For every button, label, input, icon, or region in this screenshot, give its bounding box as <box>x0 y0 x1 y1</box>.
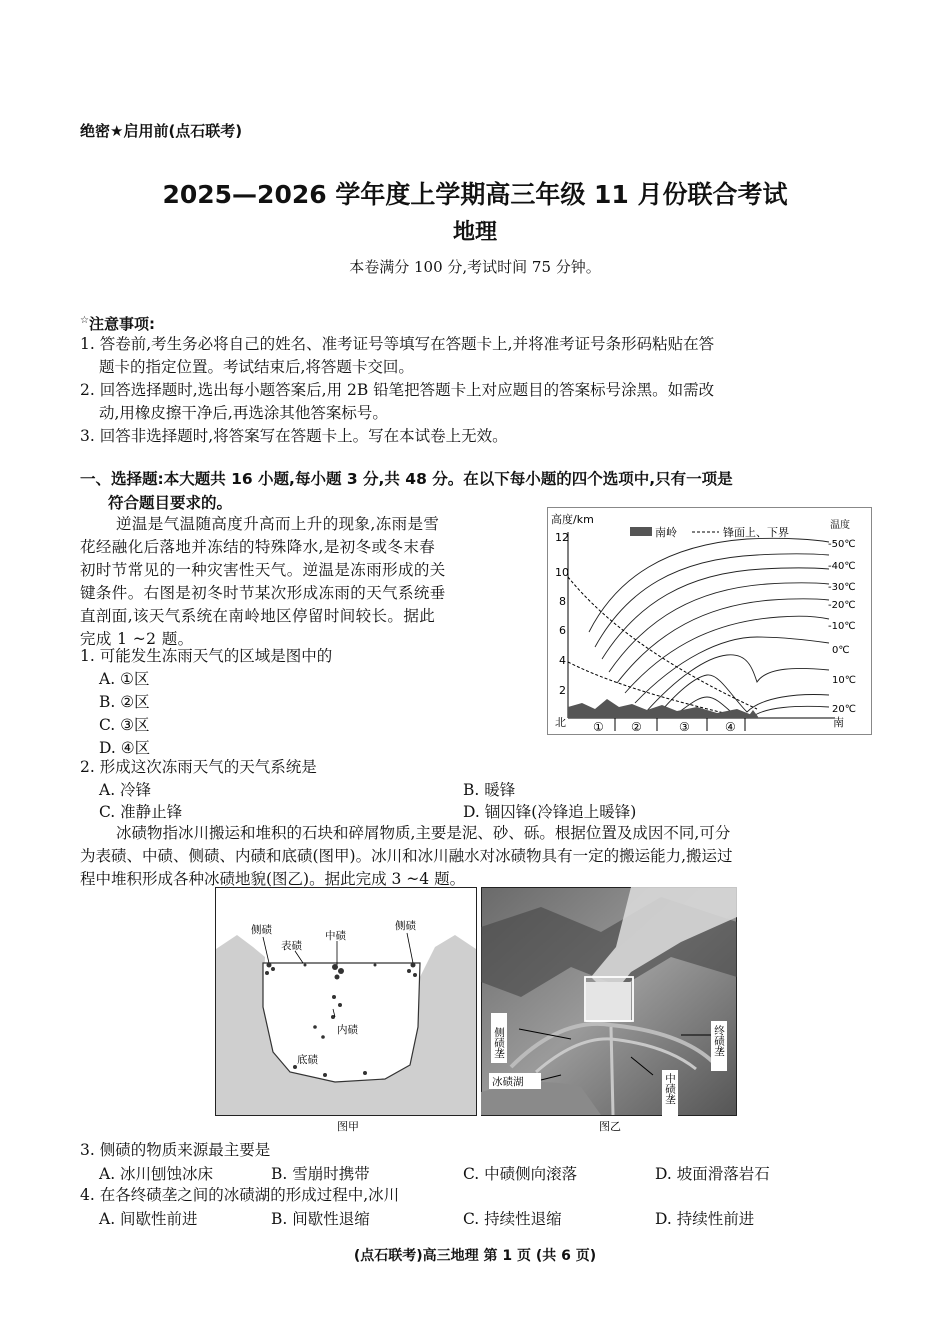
y-tick-10: 10 <box>555 566 569 579</box>
notice-heading: ☆注意事项: <box>80 315 155 333</box>
isotherm-line <box>645 655 829 713</box>
moraine-dot <box>321 1035 325 1039</box>
y-tick-12: 12 <box>555 531 569 544</box>
zone-1: ① <box>593 720 604 734</box>
glacier-body <box>263 963 420 1082</box>
q1-option-a[interactable]: A. ①区 <box>99 670 150 688</box>
label-lateral-left: 侧碛 <box>251 924 272 936</box>
moraine-dot <box>323 1073 327 1077</box>
moraine-dot <box>265 971 269 975</box>
front-lower-boundary <box>568 662 737 716</box>
notice-mark: ☆ <box>80 315 89 326</box>
exam-title: 2025—2026 学年度上学期高三年级 11 月份联合考试 <box>162 180 788 209</box>
q3-option-d[interactable]: D. 坡面滑落岩石 <box>655 1165 770 1183</box>
page-footer: (点石联考)高三地理 第 1 页 (共 6 页) <box>353 1248 597 1264</box>
y-ticks <box>555 531 569 697</box>
q2-option-d[interactable]: D. 锢囚锋(冷锋追上暖锋) <box>463 803 637 821</box>
temp-label: -40℃ <box>828 561 856 572</box>
isotherm-line <box>589 538 829 632</box>
temp-label: -30℃ <box>828 582 856 593</box>
notice-item-3: 3. 回答非选择题时,将答案写在答题卡上。写在本试卷上无效。 <box>80 427 508 445</box>
q1-option-d[interactable]: D. ④区 <box>99 739 151 757</box>
y-tick-4: 4 <box>559 654 566 667</box>
glacier-snout <box>586 982 631 1022</box>
medial-moraine-ridge <box>611 1027 613 1115</box>
south-label: 南 <box>833 716 844 729</box>
temp-title: 温度 <box>830 520 850 531</box>
question-4-stem: 4. 在各终碛垄之间的冰碛湖的形成过程中,冰川 <box>80 1186 400 1204</box>
zone-2: ② <box>631 720 642 734</box>
q4-option-b[interactable]: B. 间歇性退缩 <box>271 1210 370 1228</box>
moraine-dot <box>374 964 377 967</box>
moraine-dot <box>363 1071 367 1075</box>
q1-option-c[interactable]: C. ③区 <box>99 716 150 734</box>
q1-option-b[interactable]: B. ②区 <box>99 693 150 711</box>
label-ground: 底碛 <box>297 1054 318 1066</box>
temp-labels <box>828 539 856 715</box>
diagram-frame <box>548 508 872 735</box>
temp-label: -20℃ <box>828 600 856 611</box>
confidential-header: 绝密★启用前(点石联考) <box>80 122 243 140</box>
notice-item-1: 1. 答卷前,考生务必将自己的姓名、准考证号等填写在答题卡上,并将准考证号条形码粘贴在答 题卡的指定位置。考试结束后,将答题卡交回。 <box>80 335 715 376</box>
moraine-dot <box>267 963 272 968</box>
notice-item-2: 2. 回答选择题时,选出每小题答案后,用 2B 铅笔把答题卡上对应题目的答案标号涂黑。如需改 动,用橡皮擦干净后,再选涂其他答案标号。 <box>80 381 715 422</box>
zone-4: ④ <box>725 720 736 734</box>
y-axis-label: 高度/km <box>551 513 594 526</box>
q3-option-a[interactable]: A. 冰川刨蚀冰床 <box>99 1165 214 1183</box>
q3-option-b[interactable]: B. 雪崩时携带 <box>271 1165 370 1183</box>
north-label: 北 <box>555 716 566 729</box>
notice-list <box>80 333 880 448</box>
score-line: 本卷满分 100 分,考试时间 75 分钟。 <box>349 258 601 276</box>
moraine-dot <box>304 964 307 967</box>
q4-option-c[interactable]: C. 持续性退缩 <box>463 1210 562 1228</box>
y-tick-6: 6 <box>559 624 566 637</box>
isotherm-line <box>617 599 829 683</box>
passage-2: 冰碛物指冰川搬运和堆积的石块和碎屑物质,主要是泥、砂、砾。根据位置及成因不同,可分 为表碛、中碛、侧碛、内碛和底碛(图甲)。冰川和冰川融水对冰碛物具有一定的搬运能力,搬运过 程中堆积形成各种冰碛地貌(图乙)。据此完成 3 ~4 题。 <box>80 824 733 888</box>
question-1: 1. 可能发生冻雨天气的区域是图中的 A. ①区 B. ②区 C. ③区 D. ④区 <box>80 645 332 760</box>
question-3-stem: 3. 侧碛的物质来源最主要是 <box>80 1141 271 1159</box>
q4-option-a[interactable]: A. 间歇性前进 <box>99 1210 198 1228</box>
moraine-dot <box>313 1025 317 1029</box>
moraine-dot <box>271 967 275 971</box>
label-surface: 表碛 <box>281 940 302 952</box>
isotherm-line <box>752 706 829 717</box>
question-2-stem: 2. 形成这次冻雨天气的天气系统是 <box>80 758 317 776</box>
label-medial: 中碛 <box>325 930 346 942</box>
passage-1: 逆温是气温随高度升高而上升的现象,冻雨是雪 花经融化后落地并冻结的特殊降水,是初冬或冬末春 初时节常见的一种灾害性天气。逆温是冻雨形成的关 键条件。右图是初冬时节某次形成冻雨的天气系统垂 直剖面,该天气系统在南岭地区停留时间较长。据此 完成 1 ~2 题。 <box>80 515 446 648</box>
temp-label: -10℃ <box>828 621 856 632</box>
moraine-dot <box>407 969 411 973</box>
fig-jia-caption: 图甲 <box>337 1120 359 1133</box>
zone-labels <box>593 720 736 734</box>
y-tick-8: 8 <box>559 595 566 608</box>
temp-label: 10℃ <box>832 675 856 686</box>
label-lateral-right: 侧碛 <box>395 920 416 932</box>
q2-option-a[interactable]: A. 冷锋 <box>99 781 152 799</box>
label-medial-ridge: 中碛垄 <box>664 1073 676 1105</box>
q3-option-c[interactable]: C. 中碛侧向滚落 <box>463 1165 578 1183</box>
temp-label: 0℃ <box>832 645 850 656</box>
y-tick-2: 2 <box>559 684 566 697</box>
frontal-section-diagram <box>547 507 872 735</box>
moraine-dot <box>332 995 336 999</box>
moraine-dot <box>338 1003 342 1007</box>
temp-label: 20℃ <box>832 704 856 715</box>
isotherms <box>589 538 829 717</box>
legend-nanling-swatch <box>630 527 652 536</box>
q2-option-c[interactable]: C. 准静止锋 <box>99 803 183 821</box>
q4-option-d[interactable]: D. 持续性前进 <box>655 1210 755 1228</box>
figure-jia-glacier-cross-section <box>215 887 477 1133</box>
label-lateral-ridge: 侧碛垄 <box>493 1027 505 1059</box>
temp-label: -50℃ <box>828 539 856 550</box>
legend-front-label: 锋面上、下界 <box>723 526 789 539</box>
moraine-dot <box>411 963 416 968</box>
moraine-dot <box>335 975 340 980</box>
figure-yi-moraine-landscape <box>481 887 737 1133</box>
exam-subject: 地理 <box>452 220 497 245</box>
moraine-dot <box>338 968 344 974</box>
label-moraine-lake: 冰碛湖 <box>492 1076 524 1088</box>
fig-yi-caption: 图乙 <box>599 1120 621 1133</box>
label-internal: 内碛 <box>337 1024 358 1036</box>
isotherm-line <box>609 583 829 672</box>
moraine-dot <box>413 973 417 977</box>
legend-nanling-label: 南岭 <box>655 526 677 539</box>
label-terminal-ridge: 终碛垄 <box>713 1025 725 1057</box>
section-heading: 一、选择题:本大题共 16 小题,每小题 3 分,共 48 分。在以下每小题的四个选项中,只有一项是 符合题目要求的。 <box>80 470 733 512</box>
zone-3: ③ <box>679 720 690 734</box>
q2-option-b[interactable]: B. 暖锋 <box>463 781 516 799</box>
